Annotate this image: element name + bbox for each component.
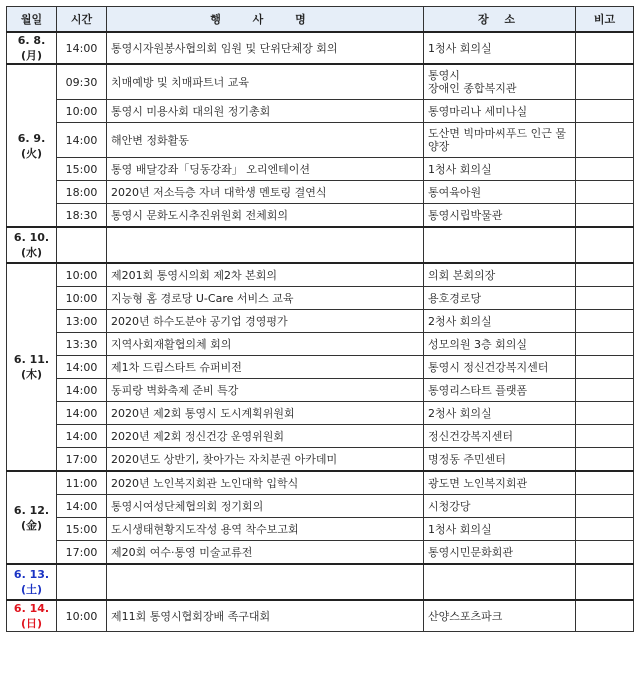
- event-name: 통영시여성단체협의회 정기회의: [107, 495, 424, 518]
- event-place: 통여육아원: [424, 181, 576, 204]
- event-note: [576, 123, 634, 158]
- event-time: 10:00: [57, 600, 107, 632]
- date-label: 6. 13.: [13, 568, 50, 581]
- date-label: 6. 9.: [17, 131, 46, 145]
- event-place: 1청사 회의실: [424, 518, 576, 541]
- event-place: 2청사 회의실: [424, 310, 576, 333]
- event-note: [576, 518, 634, 541]
- day-cell: [7, 32, 57, 64]
- event-place: 정신건강복지센터: [424, 425, 576, 448]
- event-time: [57, 564, 107, 600]
- event-name: 2020년 제2회 통영시 도시계획위원회: [107, 402, 424, 425]
- event-note: [576, 227, 634, 263]
- event-row: [7, 518, 634, 541]
- event-note: [576, 402, 634, 425]
- event-note: [576, 310, 634, 333]
- event-name: 2020년 노인복지회관 노인대학 입학식: [107, 471, 424, 495]
- event-name: 통영 배달강좌「딩동강좌」 오리엔테이션: [107, 158, 424, 181]
- event-time: 14:00: [57, 425, 107, 448]
- event-place: 명정동 주민센터: [424, 448, 576, 472]
- date-label: 6. 10.: [13, 231, 50, 244]
- event-place: [424, 564, 576, 600]
- event-time: 14:00: [57, 32, 107, 64]
- header-event: 행 사 명: [107, 7, 424, 33]
- event-row: [7, 204, 634, 228]
- day-cell: [7, 600, 57, 632]
- event-note: [576, 495, 634, 518]
- event-name: [107, 564, 424, 600]
- event-name: 제11회 통영시협회장배 족구대회: [107, 600, 424, 632]
- event-note: [576, 379, 634, 402]
- event-time: 18:30: [57, 204, 107, 228]
- date-label: 6. 12.: [13, 503, 50, 517]
- event-name: 2020년 저소득층 자녀 대학생 멘토링 결연식: [107, 181, 424, 204]
- event-name: 통영시자원봉사협의회 임원 및 단위단체장 회의: [107, 32, 424, 64]
- event-row: [7, 600, 634, 632]
- event-name: 지역사회재활협의체 회의: [107, 333, 424, 356]
- header-place: 장 소: [424, 7, 576, 33]
- weekday-label: (木): [20, 368, 43, 381]
- event-note: [576, 32, 634, 64]
- event-row: [7, 181, 634, 204]
- event-place: 통영시민문화회관: [424, 541, 576, 565]
- event-name: 동피랑 벽화축제 준비 특강: [107, 379, 424, 402]
- event-row: [7, 448, 634, 472]
- event-place: 통영시립박물관: [424, 204, 576, 228]
- event-place: 통영시 정신건강복지센터: [424, 356, 576, 379]
- event-row: [7, 541, 634, 565]
- day-cell: [7, 263, 57, 471]
- day-cell: [7, 64, 57, 227]
- event-name: 지능형 홈 경로당 U-Care 서비스 교육: [107, 287, 424, 310]
- date-label: 6. 11.: [13, 353, 50, 366]
- header-day: 월일: [7, 7, 57, 33]
- event-note: [576, 333, 634, 356]
- event-time: [57, 227, 107, 263]
- event-note: [576, 356, 634, 379]
- event-row: [7, 123, 634, 158]
- event-name: 2020년도 상반기, 찾아가는 자치분권 아카데미: [107, 448, 424, 472]
- event-note: [576, 181, 634, 204]
- empty-day-row: [7, 564, 634, 600]
- weekday-label: (月): [20, 49, 43, 62]
- event-time: 17:00: [57, 541, 107, 565]
- event-time: 14:00: [57, 356, 107, 379]
- event-place: 도산면 빅마마씨푸드 인근 물양장: [424, 123, 576, 158]
- event-note: [576, 158, 634, 181]
- event-time: 14:00: [57, 379, 107, 402]
- event-place: 용호경로당: [424, 287, 576, 310]
- day-cell: [7, 471, 57, 564]
- header-time: 시간: [57, 7, 107, 33]
- event-row: [7, 379, 634, 402]
- event-name: 제1차 드림스타트 슈퍼비전: [107, 356, 424, 379]
- event-row: [7, 263, 634, 287]
- event-place: [424, 227, 576, 263]
- event-time: 17:00: [57, 448, 107, 472]
- event-row: [7, 158, 634, 181]
- event-note: [576, 541, 634, 565]
- event-row: [7, 402, 634, 425]
- event-note: [576, 287, 634, 310]
- event-note: [576, 471, 634, 495]
- event-name: 통영시 미용사회 대의원 정기총회: [107, 100, 424, 123]
- empty-day-row: [7, 227, 634, 263]
- event-place: 1청사 회의실: [424, 158, 576, 181]
- event-time: 15:00: [57, 158, 107, 181]
- event-note: [576, 564, 634, 600]
- event-row: [7, 471, 634, 495]
- day-cell: [7, 227, 57, 263]
- event-time: 15:00: [57, 518, 107, 541]
- date-label: 6. 8.: [17, 34, 46, 47]
- event-name: 해안변 정화활동: [107, 123, 424, 158]
- event-name: 2020년 하수도분야 공기업 경영평가: [107, 310, 424, 333]
- weekday-label: (日): [20, 617, 43, 630]
- weekday-label: (火): [20, 146, 43, 160]
- event-name: 도시생태현황지도작성 용역 착수보고회: [107, 518, 424, 541]
- weekday-label: (水): [20, 246, 43, 259]
- schedule-container: [6, 6, 634, 632]
- header-row: [7, 7, 634, 33]
- event-time: 10:00: [57, 263, 107, 287]
- event-time: 11:00: [57, 471, 107, 495]
- event-time: 13:30: [57, 333, 107, 356]
- event-row: [7, 425, 634, 448]
- event-time: 14:00: [57, 495, 107, 518]
- event-name: 통영시 문화도시추진위원회 전체회의: [107, 204, 424, 228]
- event-note: [576, 204, 634, 228]
- event-note: [576, 448, 634, 472]
- day-cell: [7, 564, 57, 600]
- event-place: 2청사 회의실: [424, 402, 576, 425]
- event-row: [7, 310, 634, 333]
- event-note: [576, 100, 634, 123]
- event-note: [576, 64, 634, 100]
- event-place: 통영리스타트 플랫폼: [424, 379, 576, 402]
- event-name: 치매예방 및 치매파트너 교육: [107, 64, 424, 100]
- event-time: 18:00: [57, 181, 107, 204]
- event-time: 14:00: [57, 123, 107, 158]
- event-row: [7, 333, 634, 356]
- event-note: [576, 263, 634, 287]
- event-note: [576, 600, 634, 632]
- event-row: [7, 100, 634, 123]
- event-place: 산양스포츠파크: [424, 600, 576, 632]
- schedule-body: [7, 32, 634, 632]
- event-name: 2020년 제2회 정신건강 운영위원회: [107, 425, 424, 448]
- event-row: [7, 287, 634, 310]
- event-place: 1청사 회의실: [424, 32, 576, 64]
- event-row: [7, 356, 634, 379]
- event-place: 성모의원 3층 회의실: [424, 333, 576, 356]
- event-name: 제20회 여수·통영 미술교류전: [107, 541, 424, 565]
- event-place: 통영마리나 세미나실: [424, 100, 576, 123]
- event-time: 10:00: [57, 100, 107, 123]
- event-place: 의회 본회의장: [424, 263, 576, 287]
- weekday-label: (金): [20, 518, 43, 532]
- event-place: 통영시 장애인 종합복지관: [424, 64, 576, 100]
- event-row: [7, 64, 634, 100]
- event-note: [576, 425, 634, 448]
- event-time: 10:00: [57, 287, 107, 310]
- event-row: [7, 32, 634, 64]
- event-place: 광도면 노인복지회관: [424, 471, 576, 495]
- schedule-table: [6, 6, 634, 632]
- event-name: [107, 227, 424, 263]
- event-time: 13:00: [57, 310, 107, 333]
- header-note: 비고: [576, 7, 634, 33]
- event-time: 14:00: [57, 402, 107, 425]
- event-row: [7, 495, 634, 518]
- date-label: 6. 14.: [13, 602, 50, 615]
- event-name: 제201회 통영시의회 제2차 본회의: [107, 263, 424, 287]
- event-time: 09:30: [57, 64, 107, 100]
- weekday-label: (土): [20, 583, 43, 596]
- event-place: 시청강당: [424, 495, 576, 518]
